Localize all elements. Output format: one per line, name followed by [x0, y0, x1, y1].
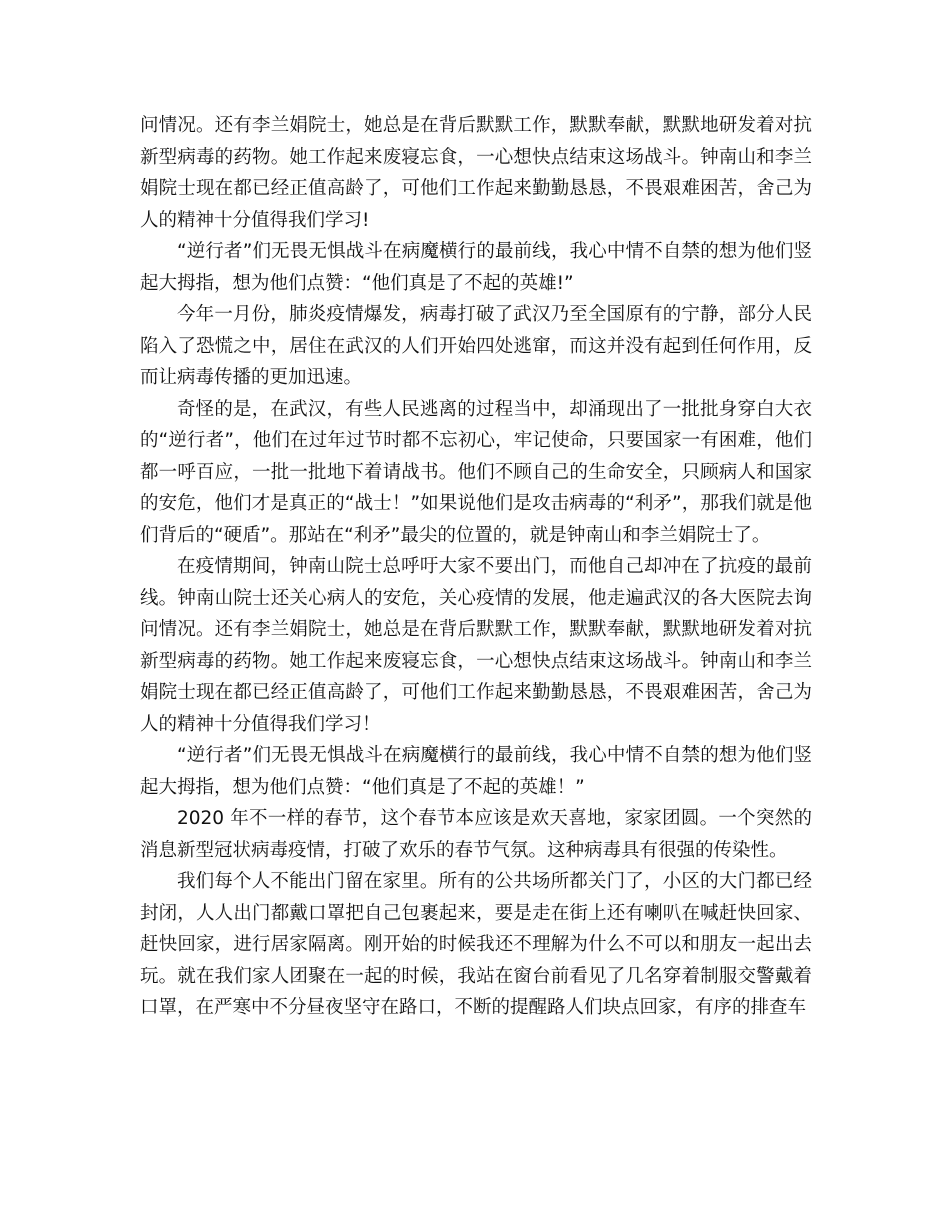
paragraph: 奇怪的是，在武汉，有些人民逃离的过程当中，却涌现出了一批批身穿白大衣的“逆行者”，他们在过年过节时都不忘初心，牢记使命，只要国家一有困难，他们都一呼百应，一批一批地下着请战书。他们不顾自己的生命安全，只顾病人和国家的安危，他们才是真正的“战士！”如果说他们是攻击病毒的“利矛”，那我们就是他们背后的“硬盾”。那站在“利矛”最尖的位置的，就是钟南山和李兰娟院士了。 [140, 398, 812, 546]
paragraph: “逆行者”们无畏无惧战斗在病魔横行的最前线，我心中情不自禁的想为他们竖起大拇指，想为他们点赞：“他们真是了不起的英雄!” [140, 241, 812, 294]
paragraph: 问情况。还有李兰娟院士，她总是在背后默默工作，默默奉献，默默地研发着对抗新型病毒的药物。她工作起来废寝忘食，一心想快点结束这场战斗。钟南山和李兰娟院士现在都已经正值高龄了，可他们工作起来勤勤恳恳，不畏艰难困苦，舍己为人的精神十分值得我们学习! [140, 115, 812, 231]
paragraph: “逆行者”们无畏无惧战斗在病魔横行的最前线，我心中情不自禁的想为他们竖起大拇指，想为他们点赞：“他们真是了不起的英雄！” [140, 745, 812, 798]
paragraph: 2020 年不一样的春节，这个春节本应该是欢天喜地，家家团圆。一个突然的消息新型冠状病毒疫情，打破了欢乐的春节气氛。这种病毒具有很强的传染性。 [140, 808, 812, 861]
paragraph: 我们每个人不能出门留在家里。所有的公共场所都关门了，小区的大门都已经封闭，人人出门都戴口罩把自己包裹起来，要是走在街上还有喇叭在喊赶快回家、赶快回家，进行居家隔离。刚开始的时候我还不理解为什么不可以和朋友一起出去玩。就在我们家人团聚在一起的时候，我站在窗台前看见了几名穿着制服交警戴着口罩，在严寒中不分昼夜坚守在路口，不断的提醒路人们块点回家，有序的排查车 [140, 871, 812, 1018]
paragraph: 在疫情期间，钟南山院士总呼吁大家不要出门，而他自己却冲在了抗疫的最前线。钟南山院士还关心病人的安危，关心疫情的发展，他走遍武汉的各大医院去询问情况。还有李兰娟院士，她总是在背后默默工作，默默奉献，默默地研发着对抗新型病毒的药物。她工作起来废寝忘食，一心想快点结束这场战斗。钟南山和李兰娟院士现在都已经正值高龄了，可他们工作起来勤勤恳恳，不畏艰难困苦，舍己为人的精神十分值得我们学习！ [140, 556, 812, 735]
paragraph: 今年一月份，肺炎疫情爆发，病毒打破了武汉乃至全国原有的宁静，部分人民陷入了恐慌之中，居住在武汉的人们开始四处逃窜，而这并没有起到任何作用，反而让病毒传播的更加迅速。 [140, 304, 812, 388]
document-body [140, 110, 812, 1024]
